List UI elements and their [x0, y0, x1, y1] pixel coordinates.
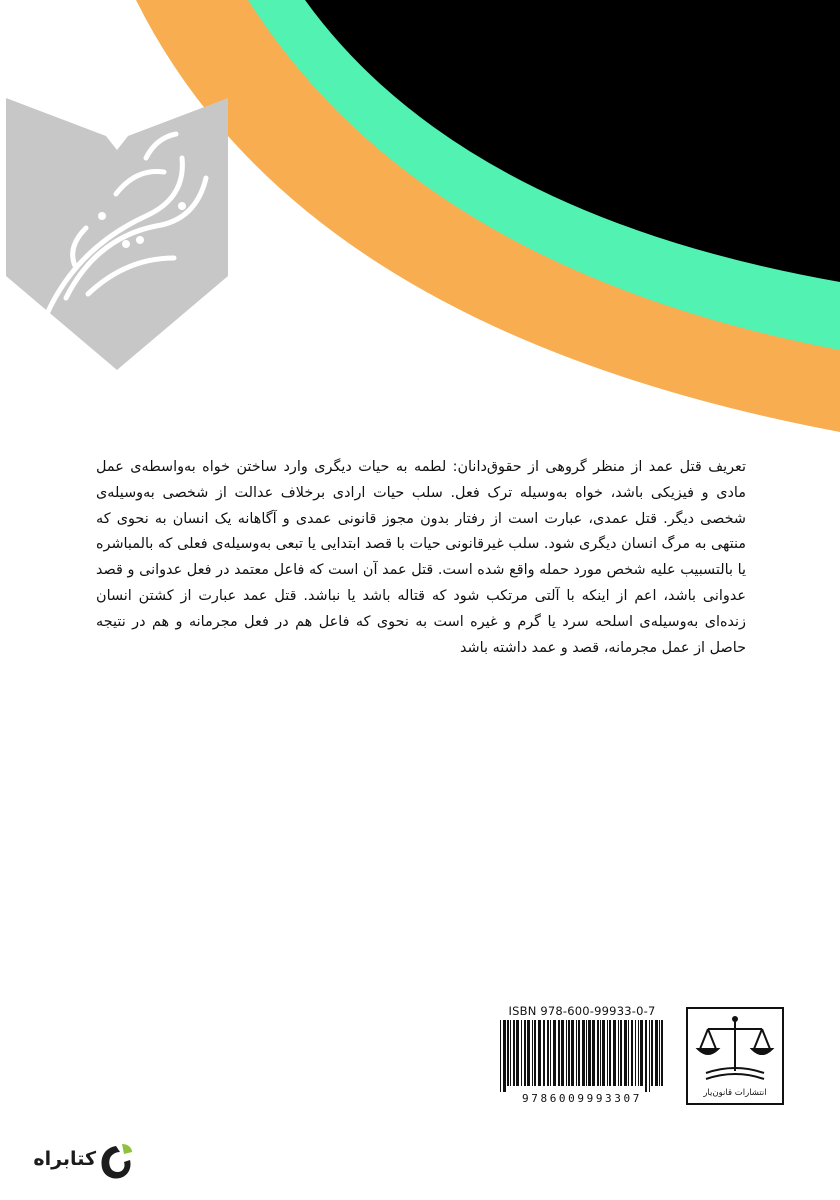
barcode-bar — [521, 1020, 522, 1086]
barcode-bar — [600, 1020, 601, 1086]
barcode-bar — [607, 1020, 608, 1086]
isbn-label: ISBN 978-600-99933-0-7 — [508, 1004, 656, 1018]
calligraphy-book-emblem-icon — [6, 98, 228, 370]
barcode-digits: 9786009993307 — [522, 1092, 642, 1105]
barcode-bar — [513, 1020, 515, 1086]
barcode-bar — [618, 1020, 619, 1086]
watermark-leaf-icon — [98, 1142, 134, 1182]
barcode-bar — [578, 1020, 580, 1086]
barcode-bar — [586, 1020, 587, 1086]
barcode — [498, 1020, 666, 1092]
watermark-logo — [14, 1142, 134, 1182]
barcode-bar — [500, 1020, 501, 1092]
barcode-bar — [609, 1020, 611, 1086]
barcode-bar — [527, 1020, 530, 1086]
barcode-bar — [507, 1020, 509, 1086]
barcode-bar — [620, 1020, 622, 1086]
barcode-bar — [524, 1020, 526, 1086]
barcode-bar — [510, 1020, 511, 1086]
barcode-bar — [613, 1020, 616, 1086]
barcode-bar — [576, 1020, 577, 1086]
barcode-bar — [553, 1020, 556, 1086]
barcode-bar — [628, 1020, 629, 1086]
publisher-logo — [686, 1007, 784, 1105]
barcode-bar — [503, 1020, 506, 1092]
barcode-bar — [550, 1020, 551, 1086]
barcode-bar — [659, 1020, 660, 1086]
barcode-bar — [651, 1020, 653, 1086]
barcode-bar — [588, 1020, 591, 1086]
barcode-bar — [649, 1020, 650, 1092]
barcode-bar — [561, 1020, 564, 1086]
barcode-bar — [534, 1020, 536, 1086]
watermark-text: کتابراه — [33, 1148, 96, 1170]
publisher-name: انتشارات قانون‌یار — [703, 1088, 767, 1098]
barcode-bar — [645, 1020, 647, 1092]
barcode-bar — [597, 1020, 599, 1086]
barcode-bar — [661, 1020, 663, 1086]
barcode-bar — [516, 1020, 519, 1086]
barcode-bar — [532, 1020, 533, 1086]
barcode-bar — [571, 1020, 574, 1086]
barcode-bar — [566, 1020, 567, 1086]
barcode-bar — [558, 1020, 560, 1086]
barcode-bar — [635, 1020, 636, 1086]
barcode-bar — [602, 1020, 605, 1086]
isbn-barcode-block — [494, 1004, 670, 1106]
barcode-bar — [568, 1020, 570, 1086]
barcode-bar — [538, 1020, 541, 1086]
barcode-bar — [543, 1020, 545, 1086]
barcode-bar — [640, 1020, 643, 1086]
barcode-bar — [638, 1020, 639, 1086]
barcode-bar — [547, 1020, 549, 1086]
back-cover-blurb: تعریف قتل عمد از منظر گروهی از حقوق‌دانان: لطمه به حیات دیگری وارد ساختن خواه به‌واسطه‌ی عمل مادی و فیزیکی باشد، خواه به‌وسیله ترک فعل. سلب حیات ارادی برخلاف عدالت از شخصی به‌وسیله‌ی شخصی دیگر. قتل عمدی، عبارت است از رفتار بدون مجوز قانونی عمدی و آگاهانه یک انسان به نحوی که منتهی به مرگ انسان دیگری شود. سلب غیرقانونی حیات با قصد ابتدایی یا تبعی به‌وسیله‌ی فعلی که بالمباشره یا بالتسبیب علیه شخص مورد حمله واقع شده است. قتل عمد آن است که فاعل معتمد در فعل عدوانی و قصد عدوانی باشد، اعم از اینکه با آلتی مرتکب شود که قتاله باشد یا نباشد. قتل عمد عبارت از کشتن انسان زنده‌ای به‌وسیله‌ی اسلحه سرد یا گرم و غیره است به نحوی که فاعل هم در فعل مجرمانه و هم در نتیجه حاصل از عمل مجرمانه، قصد و عمد داشته باشد — [96, 459, 746, 656]
barcode-bar — [582, 1020, 585, 1086]
barcode-bar — [624, 1020, 627, 1086]
barcode-bar — [592, 1020, 595, 1086]
barcode-bar — [655, 1020, 658, 1086]
barcode-bar — [631, 1020, 633, 1086]
